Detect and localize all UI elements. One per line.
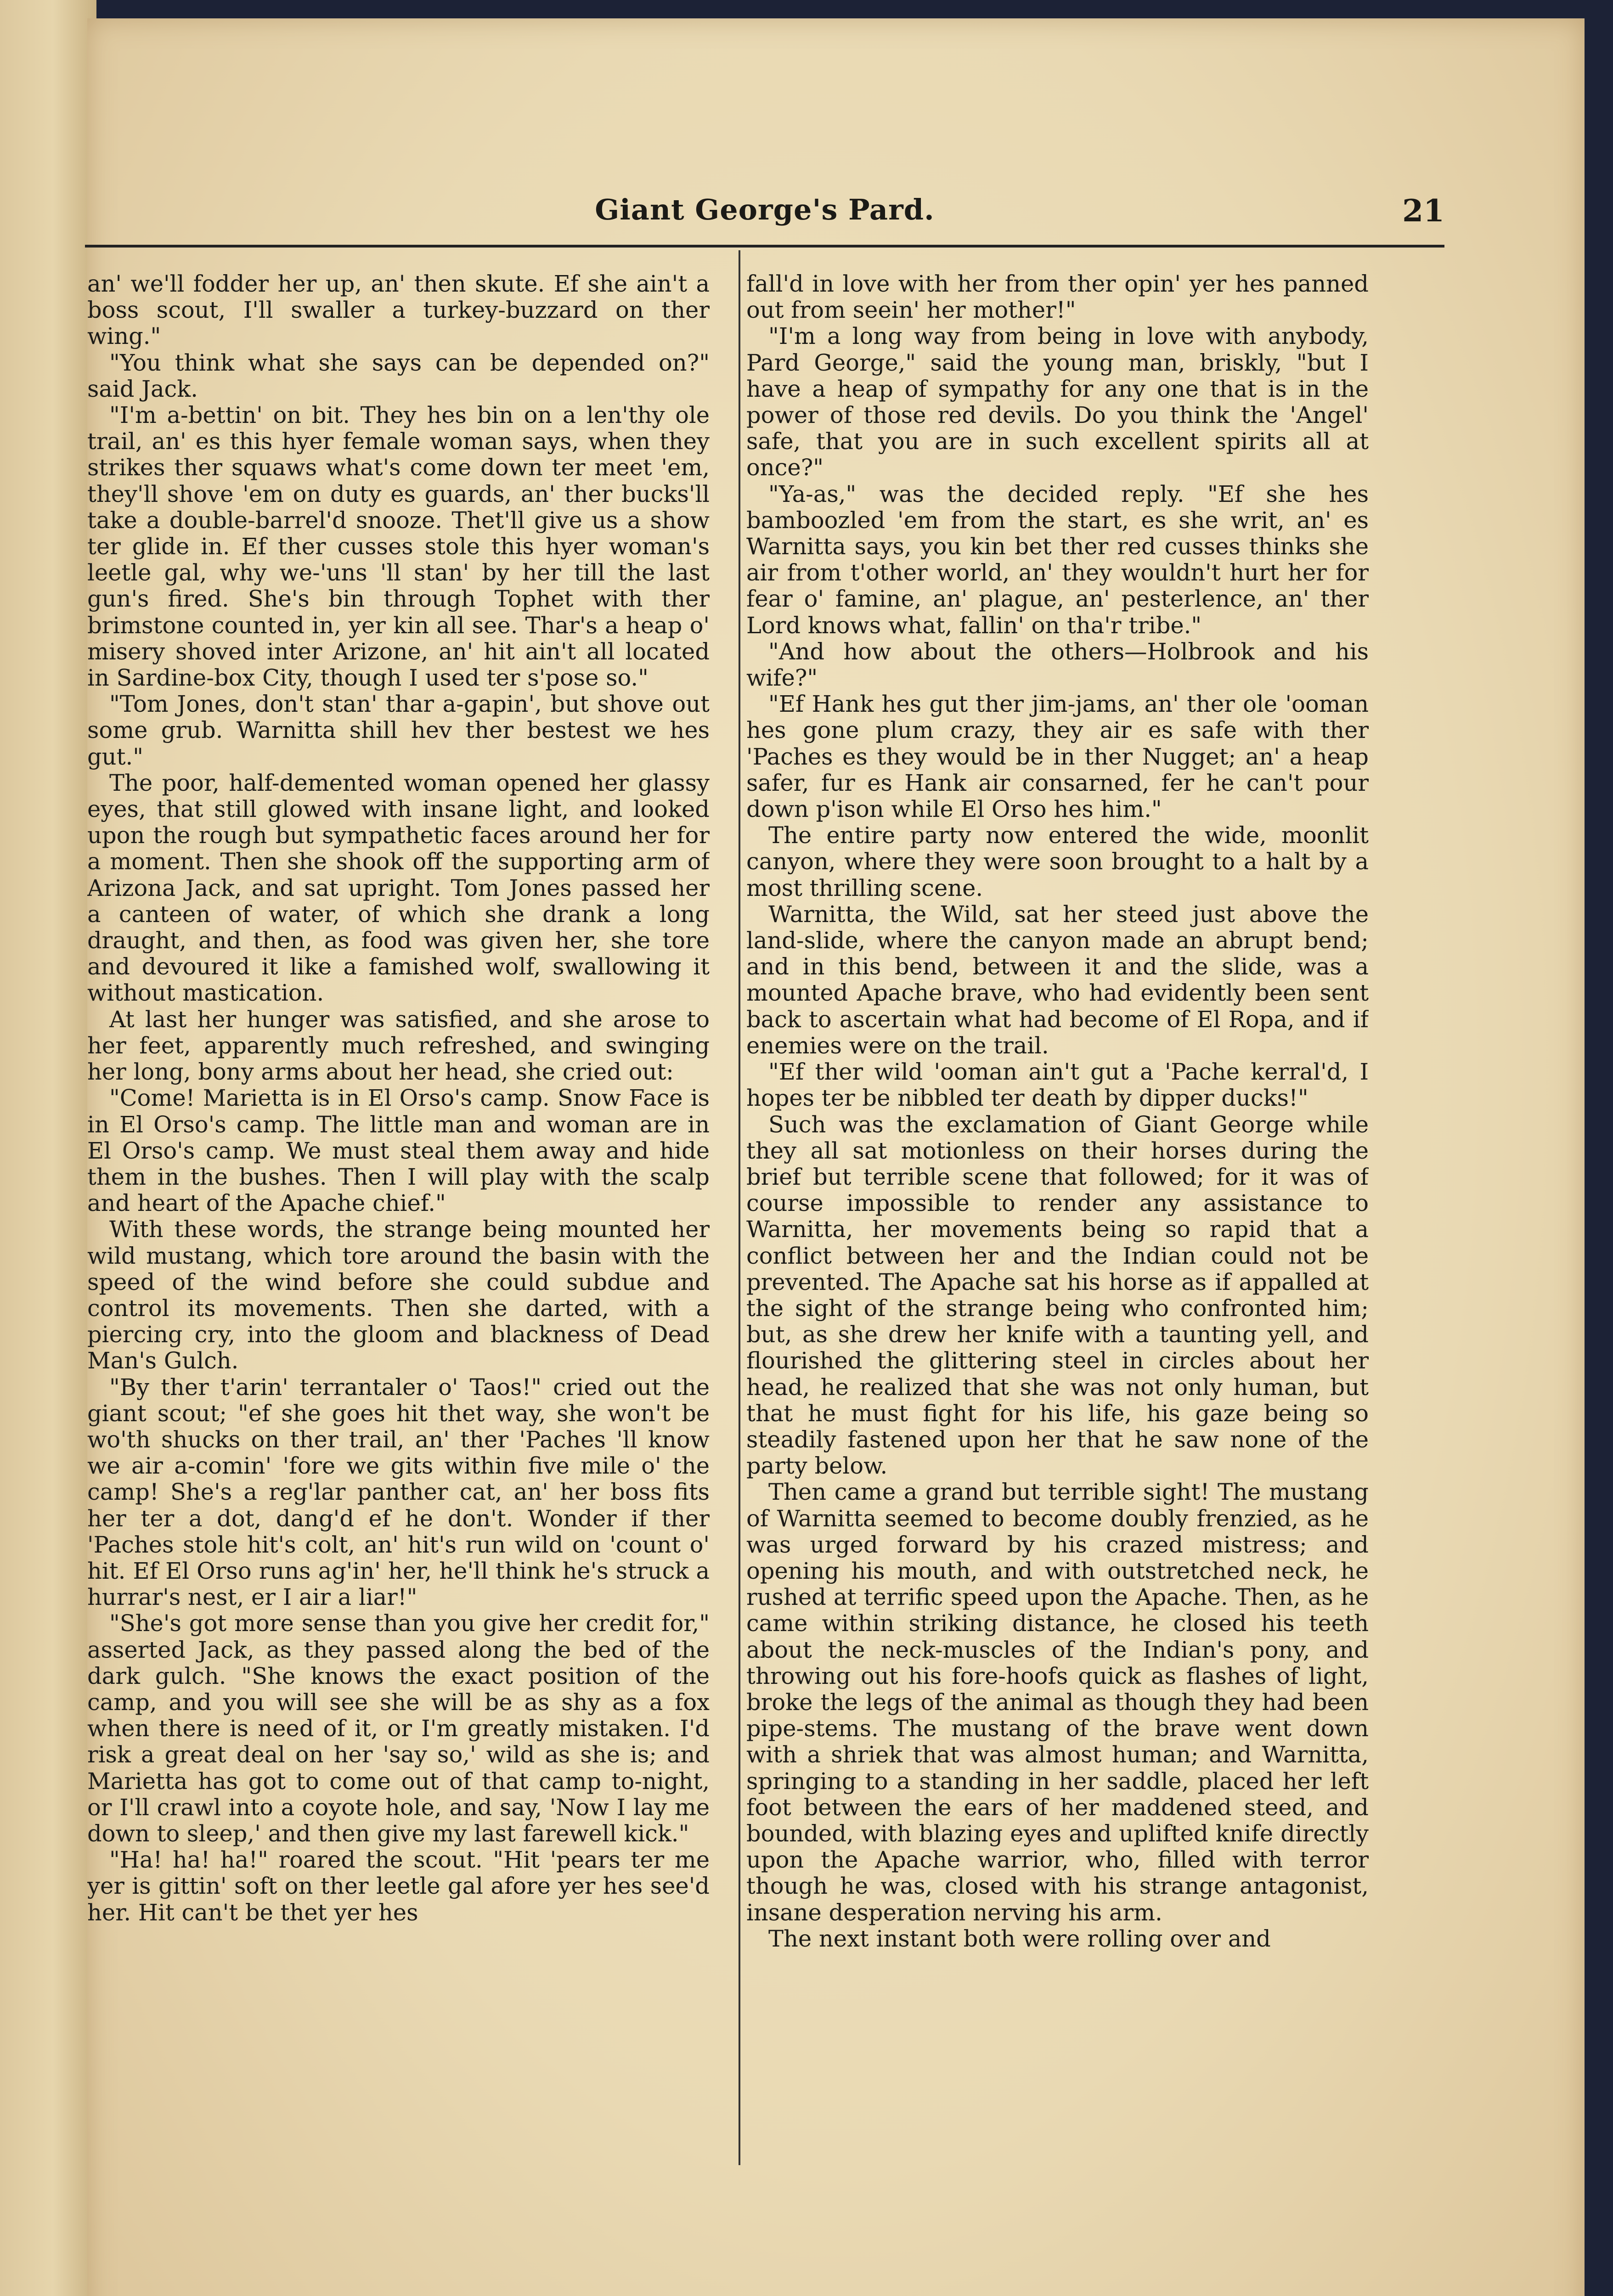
paragraph: "Ef ther wild 'ooman ain't gut a 'Pache kerral'd, I hopes ter be nibbled ter death by dipper ducks!" [746,1058,1369,1112]
paragraph: "I'm a-bettin' on bit. They hes bin on a len'thy ole trail, an' es this hyer female woman says, when they strikes ther squaws what's come down ter meet 'em, they'll shove 'em on duty es guards, an' ther bucks'll take a double-barrel'd snooze. Thet'll give us a show ter glide in. Ef ther cusses stole this hyer woman's leetle gal, why we-'uns 'll stan' by her till the last gun's fired. She's bin through Tophet with ther brimstone counted in, yer kin all see. Thar's a heap o' misery shoved inter Arizone, an' hit ain't all located in Sardine-box City, though I used ter s'pose so." [87,402,710,692]
paragraph: The next instant both were rolling over and [768,1925,1271,1952]
paragraph: The poor, half-demented woman opened her glassy eyes, that still glowed with insane light, and looked upon the rough but sympathetic faces around her for a moment. Then she shook off the supporting arm of Arizona Jack, and sat upright. Tom Jones passed her a canteen of water, of which she drank a long draught, and then, as food was given her, she tore and devoured it like a famished wolf, swallowing it without mastication. [87,769,710,1007]
paragraph: With these words, the strange being mounted her wild mustang, which tore around the basin with the speed of the wind before she could subdue and control its movements. Then she darted, with a piercing cry, into the gloom and blackness of Dead Man's Gulch. [87,1216,710,1374]
paragraph: "You think what she says can be depended on?" said Jack. [87,349,710,402]
paragraph: "Come! Marietta is in El Orso's camp. Snow Face is in El Orso's camp. The little man and woman are in El Orso's camp. We must steal them away and hide them in the bushes. Then I will play with the scalp and heart of the Apache chief." [87,1085,710,1217]
paragraph: "By ther t'arin' terrantaler o' Taos!" cried out the giant scout; "ef she goes hit thet way, she won't be wo'th shucks on ther trail, an' ther 'Paches 'll know we air a-comin' 'fore we gits within five mile o' the camp! She's a reg'lar panther cat, an' her boss fits her ter a dot, dang'd ef he don't. Wonder if ther 'Paches stole hit's colt, an' hit's run wild on 'count o' hit. Ef El Orso runs ag'in' her, he'll think he's struck a hurrar's nest, er I air a liar!" [87,1373,710,1611]
page-header [85,193,1444,243]
paragraph: "I'm a long way from being in love with anybody, Pard George," said the young man, briskly, "but I have a heap of sympathy for any one that is in the power of those red devils. Do you think the 'Angel' safe, that you are in such excellent spirits all at once?" [746,323,1369,481]
paragraph: At last her hunger was satisfied, and she arose to her feet, apparently much refreshed, and swinging her long, bony arms about her head, she cried out: [87,1006,710,1086]
paragraph: "Tom Jones, don't stan' thar a-gapin', but shove out some grub. Warnitta shill hev ther bestest we hes gut." [87,691,710,770]
paragraph: Then came a grand but terrible sight! The mustang of Warnitta seemed to become doubly frenzied, as he was urged forward by his crazed mistress; and opening his mouth, and with outstretched neck, he rushed at terrific speed upon the Apache. Then, as he came within striking distance, he closed his teeth about the neck-muscles of the Indian's pony, and throwing out his fore-hoofs quick as flashes of light, broke the legs of the animal as though they had been pipe-stems. The mustang of the brave went down with a shriek that was almost human; and Warnitta, springing to a standing in her saddle, placed her left foot between the ears of her maddened steed, and bounded, with blazing eyes and uplifted knife directly upon the Apache warrior, who, filled with terror though he was, closed with his strange antagonist, insane desperation nerving his arm. [746,1479,1369,1926]
paragraph: "Ha! ha! ha!" roared the scout. "Hit 'pears ter me yer is gittin' soft on ther leetle gal afore yer hes see'd her. Hit can't be thet yer hes [87,1846,710,1926]
page-number: 21 [1402,193,1444,229]
paragraph: "Ef Hank hes gut ther jim-jams, an' ther ole 'ooman hes gone plum crazy, they air es safe with ther 'Paches es they would be in ther Nugget; an' a heap safer, fur es Hank air consarned, fer he can't pour down p'ison while El Orso hes him." [746,691,1369,823]
paragraph: The entire party now entered the wide, moonlit canyon, where they were soon brought to a halt by a most thrilling scene. [746,822,1369,901]
running-title: Giant George's Pard. [595,193,935,226]
paragraph: "And how about the others—Holbrook and his wife?" [746,638,1369,692]
paragraph: Warnitta, the Wild, sat her steed just above the land-slide, where the canyon made an abrupt bend; and in this bend, between it and the slide, was a mounted Apache brave, who had evidently been sent back to ascertain what had become of El Ropa, and if enemies were on the trail. [746,900,1369,1059]
binding-spine [0,0,96,2296]
paragraph: "Ya-as," was the decided reply. "Ef she hes bamboozled 'em from the start, es she writ, an' es Warnitta says, you kin bet ther red cusses thinks she air from t'other world, an' they wouldn't hurt her for fear o' famine, an' plague, an' pesterlence, an' ther Lord knows what, fallin' on tha'r tribe." [746,480,1369,639]
paragraph: an' we'll fodder her up, an' then skute. Ef she ain't a boss scout, I'll swaller a turkey-buzzard on ther wing." [87,271,710,350]
left-column [87,271,710,2177]
header-rule [85,245,1444,248]
paragraph: Such was the exclamation of Giant George while they all sat motionless on their horses during the brief but terrible scene that followed; for it was of course impossible to render any assistance to Warnitta, her movements being so rapid that a conflict between her and the Indian could not be prevented. The Apache sat his horse as if appalled at the sight of the strange being who confronted him; but, as she drew her knife with a taunting yell, and flourished the glittering steel in circles about her head, he realized that she was not only human, but that he must fight for his life, his gaze being so steadily fastened upon her that he saw none of the party below. [746,1111,1369,1480]
paragraph: "She's got more sense than you give her credit for," asserted Jack, as they passed along the bed of the dark gulch. "She knows the exact position of the camp, and you will see she will be as shy as a fox when there is need of it, or I'm greatly mistaken. I'd risk a great deal on her 'say so,' wild as she is; and Marietta has got to come out of that camp to-night, or I'll crawl into a coyote hole, and say, 'Now I lay me down to sleep,' and then give my last farewell kick." [87,1610,710,1847]
paragraph: fall'd in love with her from ther opin' yer hes panned out from seein' her mother!" [746,271,1369,324]
right-column [746,271,1369,2177]
column-divider [739,250,740,2165]
